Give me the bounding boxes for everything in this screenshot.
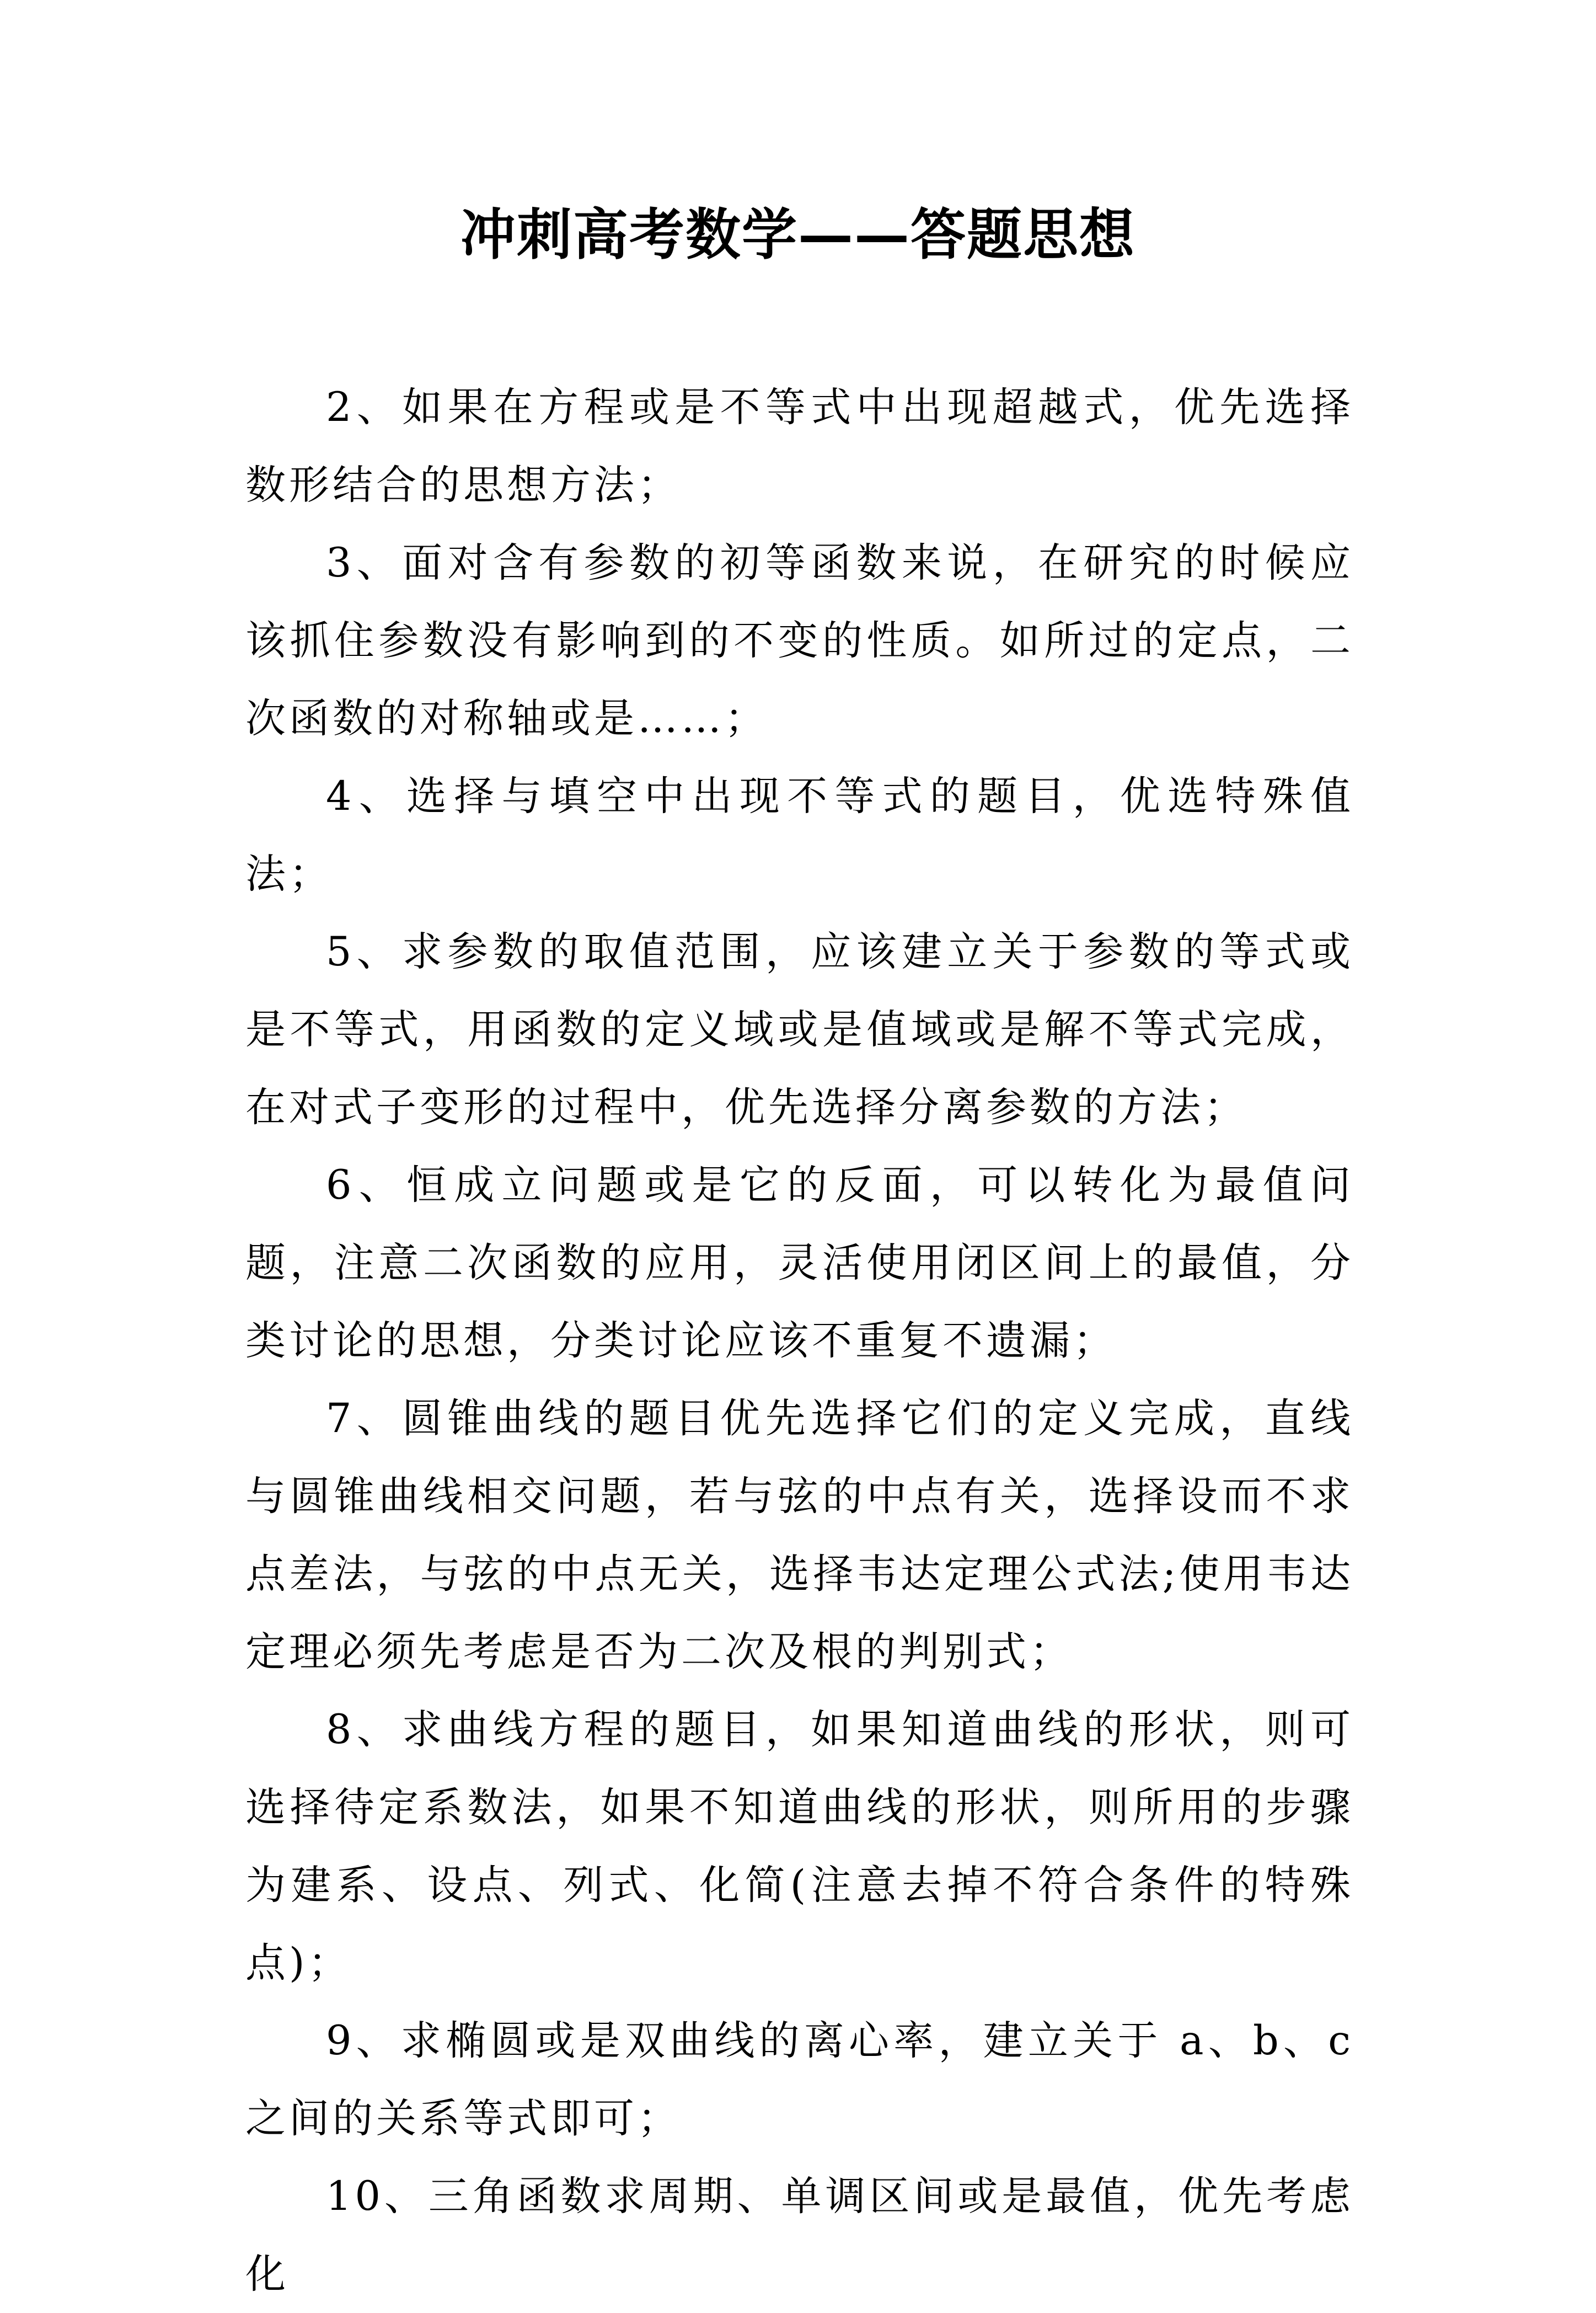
paragraph-8: 8、求曲线方程的题目，如果知道曲线的形状，则可选择待定系数法，如果不知道曲线的形状，则所用的步骤为建系、设点、列式、化简(注意去掉不符合条件的特殊点)； <box>245 1706 1354 1986</box>
paragraph-5: 5、求参数的取值范围，应该建立关于参数的等式或是不等式，用函数的定义域或是值域或是解不等式完成，在对式子变形的过程中，优先选择分离参数的方法； <box>245 928 1354 1131</box>
document-body <box>245 368 1354 2313</box>
paragraph-7: 7、圆锥曲线的题目优先选择它们的定义完成，直线与圆锥曲线相交问题，若与弦的中点有关，选择设而不求点差法，与弦的中点无关，选择韦达定理公式法;使用韦达定理必须先考虑是否为二次及根的判别式； <box>245 1395 1354 1675</box>
paragraph-9: 9、求椭圆或是双曲线的离心率，建立关于 a、b、c 之间的关系等式即可； <box>245 2017 1354 2142</box>
paragraph-2: 2、如果在方程或是不等式中出现超越式，优先选择数形结合的思想方法； <box>245 384 1354 509</box>
document-title: 冲刺高考数学——答题思想 <box>460 202 1136 267</box>
paragraph-4: 4、选择与填空中出现不等式的题目，优选特殊值法； <box>245 773 1354 898</box>
paragraph-6: 6、恒成立问题或是它的反面，可以转化为最值问题，注意二次函数的应用，灵活使用闭区间上的最值，分类讨论的思想，分类讨论应该不重复不遗漏； <box>245 1162 1354 1364</box>
paragraph-3: 3、面对含有参数的初等函数来说，在研究的时候应该抓住参数没有影响到的不变的性质。如所过的定点，二次函数的对称轴或是……； <box>245 539 1354 742</box>
paragraph-10: 10、三角函数求周期、单调区间或是最值，优先考虑化 <box>245 2173 1354 2298</box>
